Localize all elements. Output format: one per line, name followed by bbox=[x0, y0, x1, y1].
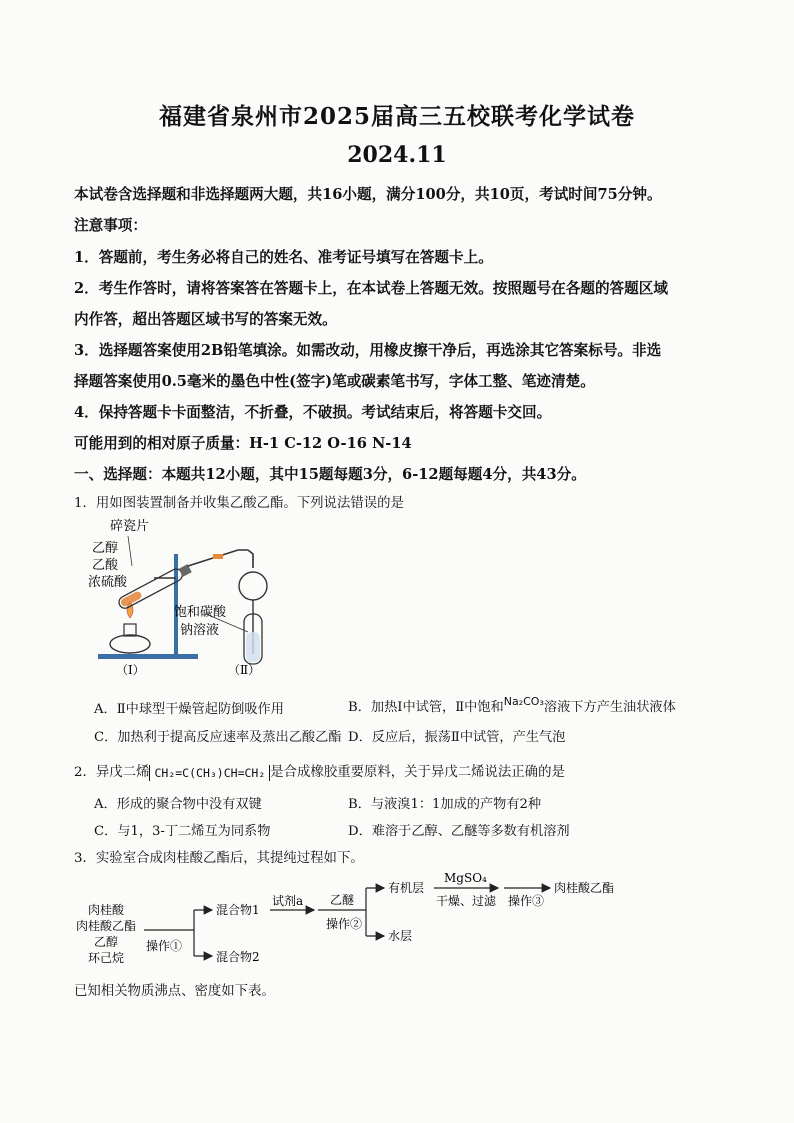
q2-option-b[interactable]: B．与液溴1：1加成的产物有2种 bbox=[348, 797, 542, 812]
label-acetic: 乙酸 bbox=[92, 558, 119, 573]
atomic-masses: 可能用到的相对原子质量：H-1 C-12 O-16 N-14 bbox=[74, 435, 412, 452]
note-item: 2．考生作答时，请将答案答在答题卡上，在本试卷上答题无效。按照题号在各题的答题区域 bbox=[74, 280, 668, 297]
flow-dry-filter: 干燥、过滤 bbox=[436, 894, 497, 908]
isoprene-formula: CH₂=C(CH₃)CH=CH₂ bbox=[149, 765, 270, 781]
notes-heading: 注意事项： bbox=[74, 217, 147, 234]
flow-start-1: 肉桂酸 bbox=[88, 903, 125, 917]
flow-product: 肉桂酸乙酯 bbox=[554, 881, 615, 895]
stand-base bbox=[98, 654, 198, 659]
flow-op3: 操作③ bbox=[508, 894, 545, 908]
flow-start-4: 环己烷 bbox=[88, 951, 125, 965]
note-item: 1．答题前，考生务必将自己的姓名、准考证号填写在答题卡上。 bbox=[74, 249, 493, 266]
label-ethanol: 乙醇 bbox=[92, 541, 119, 556]
flow-reagent: 试剂a bbox=[272, 894, 304, 908]
q1-option-b-post: 溶液下方产生油状液体 bbox=[543, 700, 676, 715]
exam-title: 福建省泉州市2025届高三五校联考化学试卷 bbox=[158, 103, 635, 130]
flow-mgso4: MgSO₄ bbox=[444, 871, 487, 885]
flow-ether: 乙醚 bbox=[330, 893, 355, 907]
label-apparatus-II: （Ⅱ） bbox=[228, 663, 261, 677]
question-2-stem bbox=[74, 761, 734, 781]
q1-option-b-pre: B．加热Ⅰ中试管，Ⅱ中饱和 bbox=[348, 700, 504, 715]
bulb-tube bbox=[239, 572, 267, 600]
label-chips: 碎瓷片 bbox=[110, 519, 150, 534]
q1-option-d[interactable]: D．反应后，振荡Ⅱ中试管，产生气泡 bbox=[348, 730, 566, 745]
exam-date: 2024.11 bbox=[347, 142, 447, 168]
label-apparatus-I: （Ⅰ） bbox=[116, 663, 145, 677]
q1-option-b[interactable] bbox=[348, 696, 676, 715]
apparatus-figure bbox=[88, 514, 318, 684]
q2-stem-post: 是合成橡胶重要原料，关于异戊二烯说法正确的是 bbox=[270, 765, 565, 780]
note-item: 择题答案使用0.5毫米的墨色中性(签字)笔或碳素笔书写，字体工整、笔迹清楚。 bbox=[74, 373, 595, 390]
q1-option-a[interactable]: A．Ⅱ中球型干燥管起防倒吸作用 bbox=[94, 702, 284, 717]
note-item: 3．选择题答案使用2B铅笔填涂。如需改动，用橡皮擦干净后，再选涂其它答案标号。非选 bbox=[74, 342, 662, 359]
flow-aqueous-layer: 水层 bbox=[388, 929, 413, 943]
note-item: 4．保持答题卡卡面整洁，不折叠，不破损。考试结束后，将答题卡交回。 bbox=[74, 404, 552, 421]
burner-icon bbox=[110, 635, 150, 653]
flow-start-3: 乙醇 bbox=[94, 935, 119, 949]
q1-option-c[interactable]: C．加热利于提高反应速率及蒸出乙酸乙酯 bbox=[94, 730, 342, 745]
label-sodium-carbonate-1: 饱和碳酸 bbox=[174, 605, 227, 620]
flow-op1: 操作① bbox=[146, 939, 183, 953]
note-item: 内作答，超出答题区域书写的答案无效。 bbox=[74, 311, 337, 328]
flow-mixture2: 混合物2 bbox=[216, 950, 260, 964]
flow-op2: 操作② bbox=[326, 917, 363, 931]
question-3-stem: 3．实验室合成肉桂酸乙酯后，其提纯过程如下。 bbox=[74, 851, 364, 866]
flow-mixture1: 混合物1 bbox=[216, 903, 260, 917]
purification-flowchart bbox=[74, 868, 694, 968]
question-1-stem: 1．用如图装置制备并收集乙酸乙酯。下列说法错误的是 bbox=[74, 496, 404, 511]
flow-organic-layer: 有机层 bbox=[388, 881, 425, 895]
section-heading: 一、选择题：本题共12小题，其中15题每题3分，6-12题每题4分，共43分。 bbox=[74, 466, 586, 483]
label-sodium-carbonate-2: 钠溶液 bbox=[180, 623, 220, 638]
q2-option-d[interactable]: D．难溶于乙醇、乙醚等多数有机溶剂 bbox=[348, 824, 570, 839]
flow-start-2: 肉桂酸乙酯 bbox=[76, 919, 137, 933]
q2-option-a[interactable]: A．形成的聚合物中没有双键 bbox=[94, 797, 262, 812]
label-h2so4: 浓硫酸 bbox=[88, 575, 128, 590]
q2-option-c[interactable]: C．与1，3-丁二烯互为同系物 bbox=[94, 824, 271, 839]
q1-option-b-formula: Na₂CO₃ bbox=[503, 695, 544, 708]
q2-stem-pre: 2．异戊二烯 bbox=[74, 765, 150, 780]
q3-table-intro: 已知相关物质沸点、密度如下表。 bbox=[74, 984, 275, 999]
intro-text: 本试卷含选择题和非选择题两大题，共16小题，满分100分，共10页，考试时间75分钟。 bbox=[74, 186, 662, 203]
